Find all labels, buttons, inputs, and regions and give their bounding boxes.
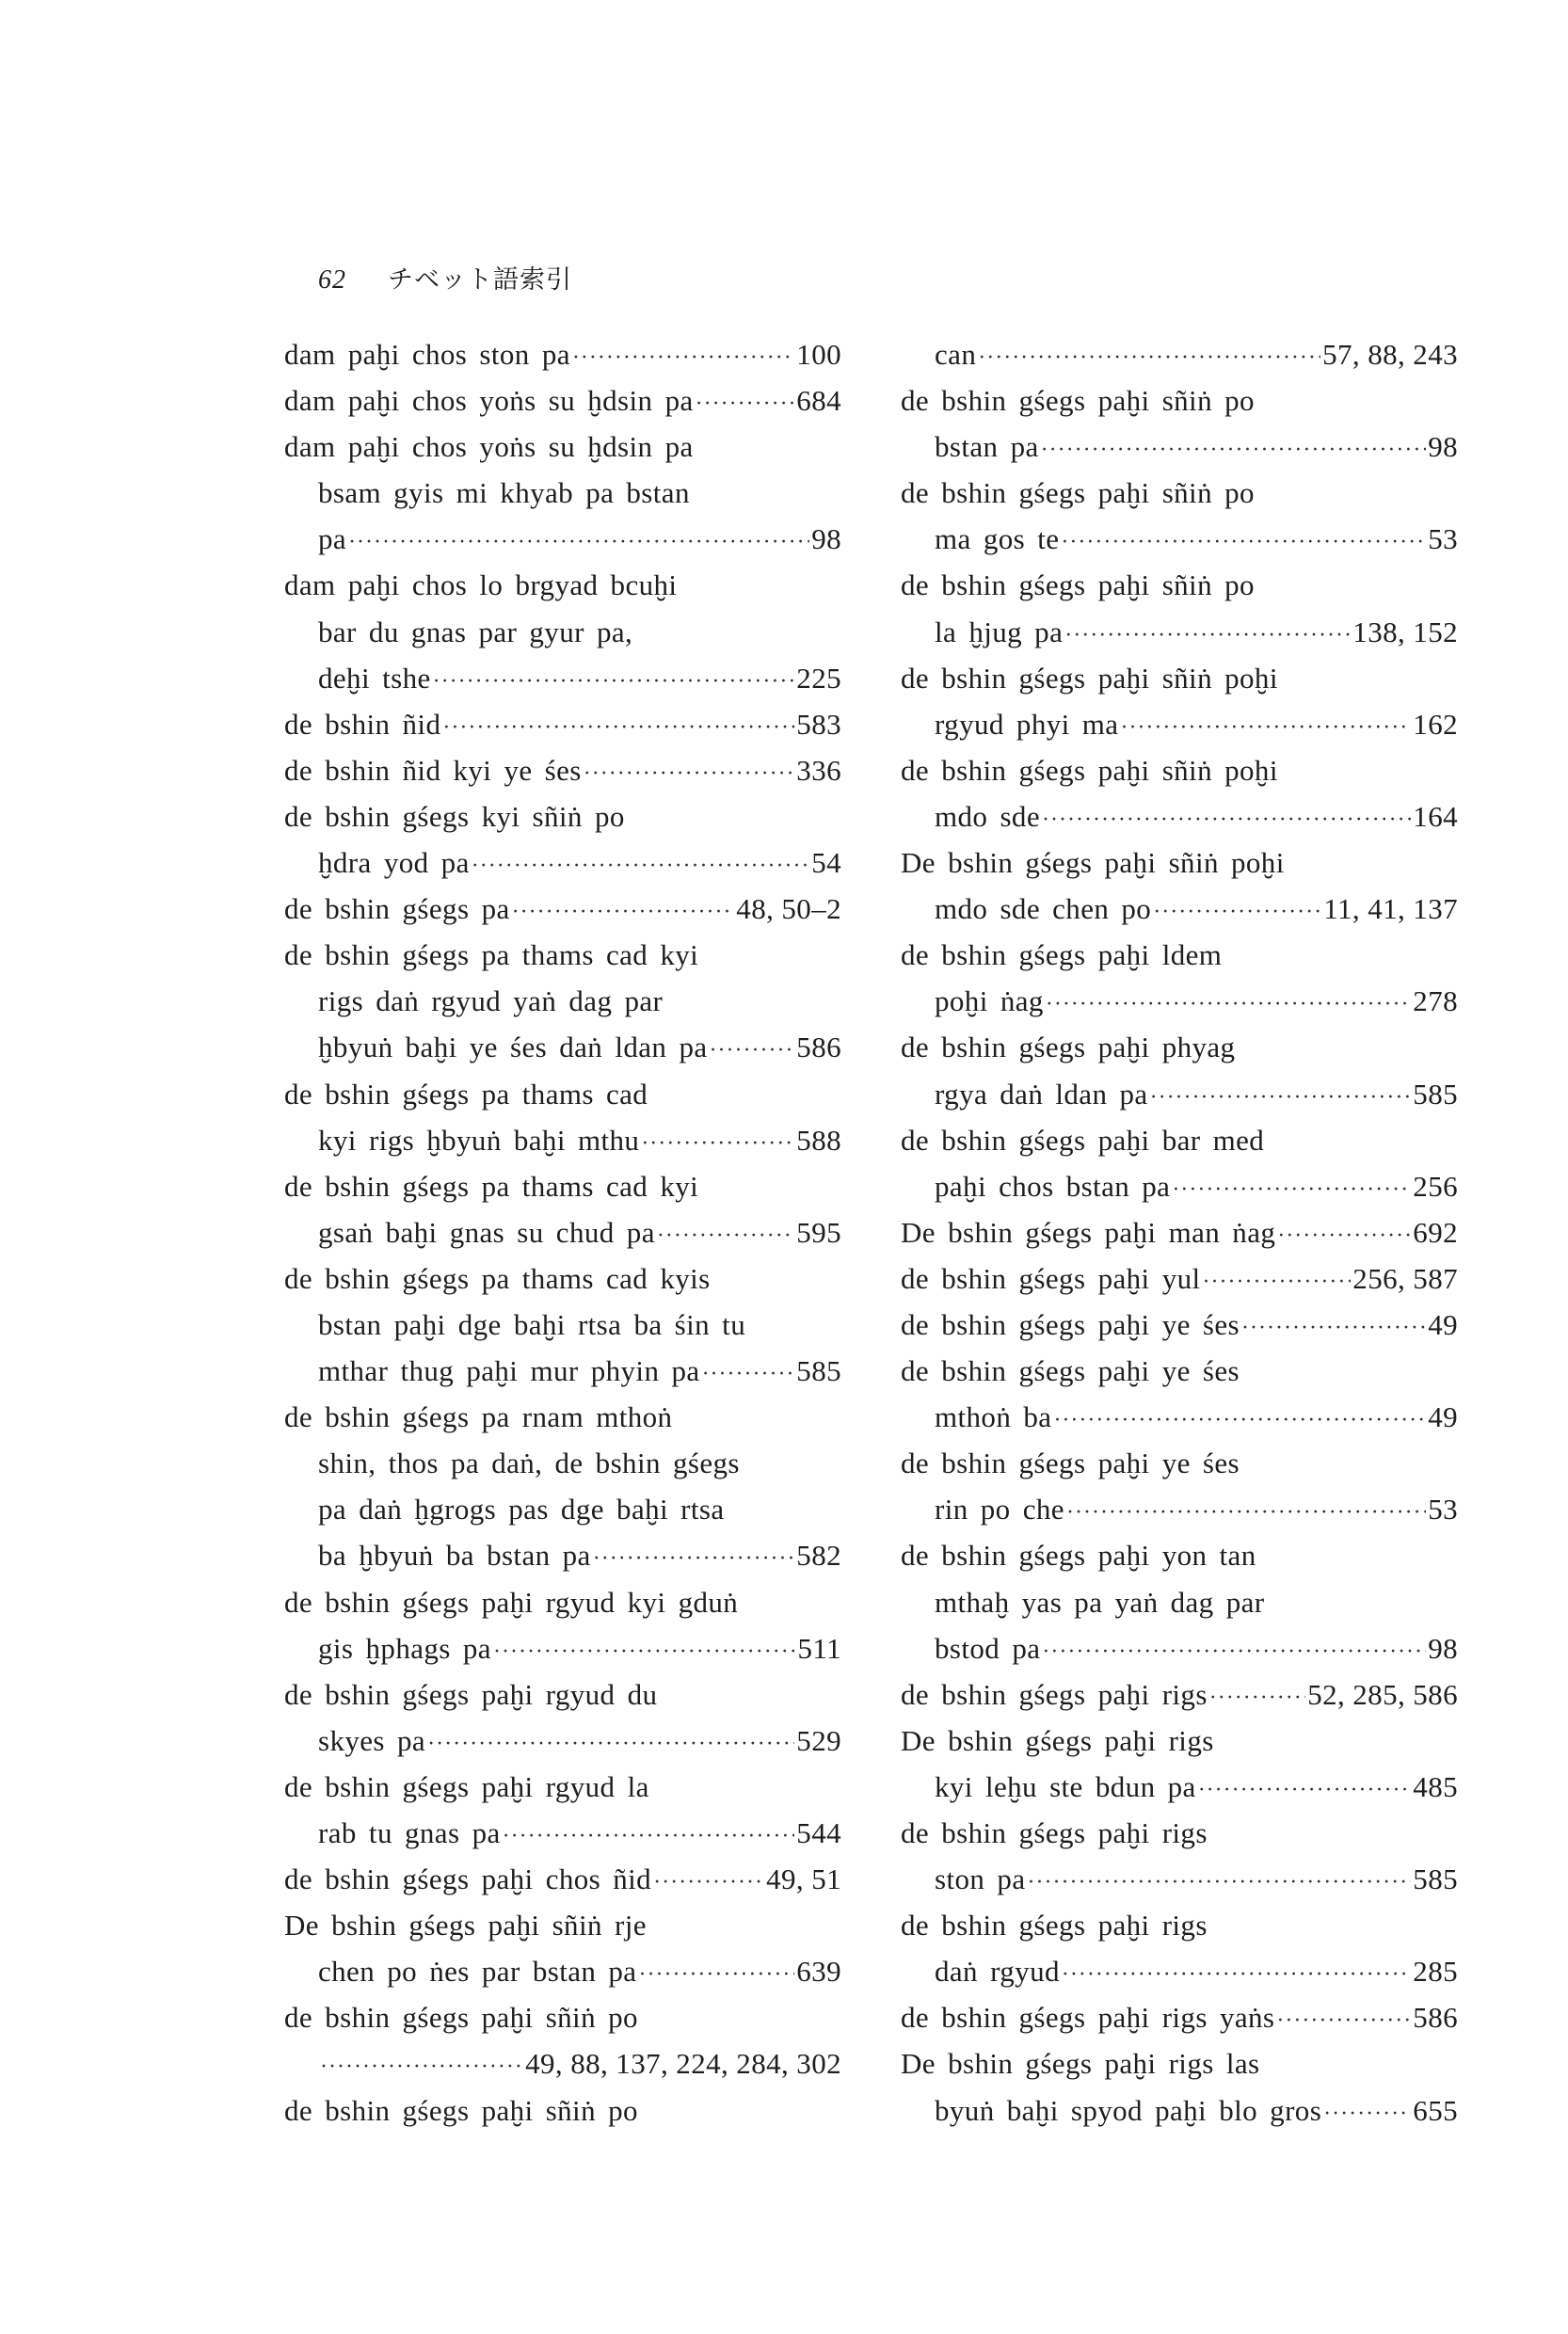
index-entry-line: [901, 1255, 1458, 1302]
page-reference: 138, 152: [1352, 615, 1458, 648]
index-entry-text: de bshin gśegs paḫi ye śes: [901, 1447, 1240, 1480]
index-entry-text: De bshin gśegs paḫi sñiṅ rje: [284, 1909, 647, 1942]
index-entry-line: [901, 470, 1458, 516]
index-entry-text: rgya daṅ ldan pa: [935, 1077, 1148, 1111]
index-entry-text: de bshin gśegs paḫi rigs yaṅs: [901, 2001, 1275, 2035]
index-entry-text: de bshin gśegs kyi sñiṅ po: [284, 799, 625, 833]
dot-leader: [1241, 1305, 1426, 1351]
dot-leader: [1198, 1767, 1412, 1814]
page-reference: 53: [1428, 1493, 1458, 1527]
index-entry-line: [901, 1394, 1458, 1440]
index-entry-line: [901, 1486, 1458, 1532]
index-entry-text: de bshin gśegs paḫi ye śes: [901, 1354, 1240, 1388]
page-reference: 54: [811, 846, 841, 880]
page-reference: 256: [1413, 1169, 1458, 1203]
index-entry-text: kyi leḫu ste bdun pa: [935, 1769, 1196, 1803]
index-entry-text: gis ḫphags pa: [318, 1631, 491, 1665]
index-entry-text: mthar thug paḫi mur phyin pa: [318, 1354, 700, 1388]
page-reference: 98: [811, 522, 841, 556]
dot-leader: [1042, 1629, 1426, 1675]
index-entry-text: de bshin gśegs pa rnam mthoṅ: [284, 1400, 673, 1434]
index-entry-line: [901, 1671, 1458, 1718]
dot-leader: [348, 520, 809, 566]
index-column-right: [901, 331, 1458, 2134]
dot-leader: [1041, 427, 1427, 473]
index-entry-text: De bshin gśegs paḫi rigs: [901, 1723, 1214, 1757]
page-reference: 582: [796, 1539, 841, 1573]
index-entry-line: [284, 1302, 841, 1348]
index-entry-line: [284, 1071, 841, 1117]
index-entry-text: de bshin gśegs paḫi sñiṅ po: [284, 2001, 638, 2035]
page-reference: 639: [796, 1955, 841, 1989]
index-entry-line: [901, 932, 1458, 978]
index-entry-line: [284, 516, 841, 562]
dot-leader: [584, 751, 795, 797]
page-reference: 595: [796, 1215, 841, 1249]
dot-leader: [1277, 1213, 1411, 1259]
index-entry-line: [284, 1994, 841, 2040]
index-entry-line: [284, 1902, 841, 1948]
index-entry-text: skyes pa: [318, 1723, 426, 1757]
index-entry-text: pa daṅ ḫgrogs pas dge baḫi rtsa: [318, 1493, 725, 1527]
index-entry-text: de bshin gśegs paḫi sñiṅ poḫi: [901, 661, 1278, 695]
index-entry-line: [284, 1856, 841, 1902]
index-entry-line: [284, 609, 841, 655]
index-entry-text: daṅ rgyud: [935, 1955, 1060, 1989]
page-reference: 48, 50–2: [736, 892, 841, 926]
index-entry-text: de bshin gśegs paḫi rigs: [901, 1816, 1208, 1849]
index-entry-line: [284, 1255, 841, 1302]
index-entry-line: [284, 839, 841, 886]
index-entry-line: [284, 562, 841, 608]
page-reference: 588: [796, 1123, 841, 1157]
index-entry-line: [284, 424, 841, 470]
page-reference: 529: [796, 1723, 841, 1757]
index-entry-line: [901, 655, 1458, 701]
page-reference: 52, 285, 586: [1307, 1677, 1458, 1711]
index-entry-text: de bshin gśegs paḫi ye śes: [901, 1307, 1240, 1341]
index-entry-line: [284, 1209, 841, 1255]
index-entry-text: kyi rigs ḫbyuṅ baḫi mthu: [318, 1123, 640, 1157]
index-entry-line: [284, 1440, 841, 1486]
index-entry-line: [284, 1532, 841, 1578]
index-entry-text: mthoṅ ba: [935, 1400, 1052, 1434]
dot-leader: [1276, 1998, 1411, 2044]
index-entry-line: [284, 1024, 841, 1070]
index-entry-text: de bshin gśegs pa thams cad kyi: [284, 938, 699, 972]
index-entry-text: mdo sde chen po: [935, 892, 1152, 926]
index-entry-line: [284, 886, 841, 932]
page-reference: 57, 88, 243: [1322, 338, 1458, 371]
index-entry-line: [901, 1810, 1458, 1856]
index-entry-text: poḫi ṅag: [935, 984, 1044, 1018]
index-entry-text: byuṅ baḫi spyod paḫi blo gros: [935, 2093, 1322, 2127]
page-reference: 278: [1413, 984, 1458, 1018]
index-column-left: [284, 331, 841, 2134]
dot-leader: [1061, 520, 1426, 566]
index-entry-line: [901, 1764, 1458, 1810]
index-entry-line: [901, 377, 1458, 424]
index-entry-text: de bshin gśegs paḫi sñiṅ poḫi: [901, 753, 1278, 787]
index-entry-line: [901, 1532, 1458, 1578]
index-entry-text: De bshin gśegs paḫi rigs las: [901, 2047, 1260, 2081]
index-entry-line: [901, 516, 1458, 562]
dot-leader: [572, 335, 794, 381]
page-reference: 655: [1413, 2093, 1458, 2127]
dot-leader: [978, 335, 1320, 381]
dot-leader: [1150, 1075, 1412, 1121]
index-entry-text: shin, thos pa daṅ, de bshin gśegs: [318, 1447, 740, 1480]
index-entry-line: [901, 1948, 1458, 1994]
dot-leader: [493, 1629, 795, 1675]
index-entry-line: [284, 1810, 841, 1856]
index-entry-line: [901, 1718, 1458, 1764]
index-entry-line: [284, 1579, 841, 1625]
index-entry-line: [284, 701, 841, 747]
index-entry-text: de bshin gśegs pa thams cad: [284, 1077, 648, 1111]
index-entry-line: [284, 1671, 841, 1718]
index-entry-line: [284, 377, 841, 424]
index-entry-text: deḫi tshe: [318, 661, 431, 695]
index-entry-line: [901, 1994, 1458, 2040]
index-entry-line: [901, 424, 1458, 470]
index-entry-text: rgyud phyi ma: [935, 707, 1119, 741]
index-entry-text: la ḫjug pa: [935, 615, 1064, 648]
index-entry-line: [284, 747, 841, 793]
page-reference: 285: [1413, 1955, 1458, 1989]
index-entry-text: de bshin gśegs pa: [284, 892, 510, 926]
index-entry-text: rigs daṅ rgyud yaṅ dag par: [318, 984, 664, 1018]
index-entry-text: dam paḫi chos yoṅs su ḫdsin pa: [284, 430, 694, 464]
dot-leader: [1064, 613, 1351, 659]
dot-leader: [1209, 1675, 1305, 1721]
dot-leader: [1172, 1167, 1411, 1213]
index-entry-text: de bshin gśegs paḫi chos ñid: [284, 1862, 652, 1896]
index-entry-line: [284, 1718, 841, 1764]
index-entry-text: de bshin gśegs paḫi rgyud la: [284, 1769, 649, 1803]
index-entry-line: [901, 1856, 1458, 1902]
dot-leader: [1042, 797, 1411, 843]
index-entry-text: can: [935, 338, 977, 371]
index-entry-text: de bshin ñid kyi ye śes: [284, 753, 582, 787]
index-entry-line: [284, 793, 841, 839]
page-reference: 336: [796, 753, 841, 787]
dot-leader: [638, 1952, 794, 1998]
index-entry-text: dam paḫi chos ston pa: [284, 338, 570, 371]
page-reference: 586: [796, 1031, 841, 1064]
index-entry-line: [901, 1440, 1458, 1486]
dot-leader: [472, 843, 809, 889]
dot-leader: [1323, 2091, 1411, 2137]
dot-leader: [433, 659, 795, 705]
index-entry-line: [284, 1486, 841, 1532]
index-entry-line: [284, 1117, 841, 1163]
index-entry-text: chen po ṅes par bstan pa: [318, 1955, 637, 1989]
index-entry-text: de bshin gśegs paḫi rgyud kyi gduṅ: [284, 1585, 739, 1619]
dot-leader: [1203, 1259, 1352, 1305]
page-reference: 583: [796, 707, 841, 741]
index-entry-line: [901, 1902, 1458, 1948]
page-reference: 256, 587: [1352, 1261, 1458, 1295]
page-reference: 49, 88, 137, 224, 284, 302: [525, 2047, 841, 2081]
page-reference: 585: [1413, 1077, 1458, 1111]
page-reference: 585: [796, 1354, 841, 1388]
index-entry-text: de bshin gśegs pa thams cad kyi: [284, 1169, 699, 1203]
index-entry-text: de bshin gśegs paḫi yon tan: [901, 1539, 1256, 1573]
dot-leader: [512, 889, 735, 935]
index-entry-text: rab tu gnas pa: [318, 1816, 501, 1849]
page-reference: 544: [796, 1816, 841, 1849]
index-entry-line: [901, 978, 1458, 1024]
index-entry-line: [901, 1117, 1458, 1163]
index-entry-text: mthaḫ yas pa yaṅ dag par: [935, 1585, 1265, 1619]
index-entry-text: de bshin gśegs paḫi sñiṅ po: [901, 568, 1255, 602]
page-running-title: チベット語索引: [388, 265, 572, 295]
page-reference: 98: [1428, 1631, 1458, 1665]
dot-leader: [593, 1536, 795, 1582]
index-entry-text: De bshin gśegs paḫi sñiṅ poḫi: [901, 846, 1285, 880]
dot-leader: [320, 2044, 523, 2090]
page-reference: 684: [796, 384, 841, 418]
page-reference: 586: [1413, 2001, 1458, 2035]
index-entry-line: [284, 1348, 841, 1394]
index-entry-text: ma gos te: [935, 522, 1060, 556]
index-entry-line: [284, 1394, 841, 1440]
index-entry-text: ston pa: [935, 1862, 1026, 1896]
index-entry-line: [284, 655, 841, 701]
index-entry-text: ḫbyuṅ baḫi ye śes daṅ ldan pa: [318, 1031, 708, 1064]
page-reference: 164: [1413, 799, 1458, 833]
page-reference: 11, 41, 137: [1323, 892, 1458, 926]
index-entry-text: paḫi chos bstan pa: [935, 1169, 1171, 1203]
index-entry-text: de bshin gśegs paḫi rigs: [901, 1677, 1208, 1711]
dot-leader: [1053, 1398, 1426, 1444]
index-entry-text: bstan paḫi dge baḫi rtsa ba śin tu: [318, 1307, 746, 1341]
index-entry-text: bstod pa: [935, 1631, 1041, 1665]
index-entry-line: [901, 1163, 1458, 1209]
index-entry-line: [901, 1579, 1458, 1625]
dot-leader: [503, 1814, 795, 1860]
index-entry-line: [901, 331, 1458, 377]
dot-leader: [696, 381, 795, 427]
index-entry-text: de bshin gśegs paḫi rgyud du: [284, 1677, 658, 1711]
index-entry-line: [284, 978, 841, 1024]
dot-leader: [1062, 1952, 1411, 1998]
index-entry-text: de bshin gśegs paḫi sñiṅ po: [284, 2093, 638, 2127]
index-entry-line: [901, 1302, 1458, 1348]
index-entry-text: ba ḫbyuṅ ba bstan pa: [318, 1539, 591, 1573]
index-entry-line: [284, 1764, 841, 1810]
dot-leader: [641, 1121, 794, 1167]
index-entry-line: [284, 1625, 841, 1671]
index-entry-text: de bshin gśegs pa thams cad kyis: [284, 1261, 711, 1295]
index-entry-line: [901, 2040, 1458, 2086]
dot-leader: [1028, 1860, 1412, 1906]
dot-leader: [1046, 982, 1411, 1028]
index-entry-line: [284, 331, 841, 377]
dot-leader: [657, 1213, 794, 1259]
dot-leader: [1153, 889, 1321, 935]
page-reference: 692: [1413, 1215, 1458, 1249]
index-entry-line: [284, 1163, 841, 1209]
index-entry-line: [901, 1024, 1458, 1070]
index-entry-text: bar du gnas par gyur pa,: [318, 615, 633, 648]
page-reference: 53: [1428, 522, 1458, 556]
index-entry-line: [284, 2087, 841, 2134]
dot-leader: [442, 705, 794, 751]
page-reference: 162: [1413, 707, 1458, 741]
index-entry-line: [901, 886, 1458, 932]
index-entry-text: ḫdra yod pa: [318, 846, 470, 880]
dot-leader: [653, 1860, 764, 1906]
page-reference: 98: [1428, 430, 1458, 464]
index-entry-text: de bshin gśegs paḫi bar med: [901, 1123, 1265, 1157]
index-entry-line: [901, 793, 1458, 839]
dot-leader: [1066, 1490, 1426, 1536]
page-reference: 100: [796, 338, 841, 371]
dot-leader: [710, 1028, 795, 1074]
index-entry-line: [284, 932, 841, 978]
index-entry-line: [901, 839, 1458, 886]
index-entry-text: pa: [318, 522, 347, 556]
index-entry-text: bsam gyis mi khyab pa bstan: [318, 476, 690, 510]
index-entry-text: mdo sde: [935, 799, 1040, 833]
index-entry-text: de bshin gśegs paḫi ldem: [901, 938, 1223, 972]
index-entry-line: [901, 1209, 1458, 1255]
index-entry-text: bstan pa: [935, 430, 1039, 464]
index-entry-text: dam paḫi chos lo brgyad bcuḫi: [284, 568, 678, 602]
index-entry-text: gsaṅ baḫi gnas su chud pa: [318, 1215, 655, 1249]
index-entry-text: De bshin gśegs paḫi man ṅag: [901, 1215, 1276, 1249]
page-reference: 49: [1428, 1400, 1458, 1434]
index-entry-line: [901, 609, 1458, 655]
index-entry-line: [901, 701, 1458, 747]
index-entry-line: [901, 1348, 1458, 1394]
index-entry-text: rin po che: [935, 1493, 1064, 1527]
index-entry-line: [901, 562, 1458, 608]
index-entry-text: de bshin ñid: [284, 707, 441, 741]
index-entry-line: [284, 1948, 841, 1994]
dot-leader: [1120, 705, 1411, 751]
index-entry-line: [901, 2087, 1458, 2134]
page-reference: 485: [1413, 1769, 1458, 1803]
page-reference: 49: [1428, 1307, 1458, 1341]
index-entry-line: [901, 747, 1458, 793]
page-number: 62: [318, 265, 346, 295]
index-entry-text: de bshin gśegs paḫi sñiṅ po: [901, 384, 1255, 418]
page-header: [318, 259, 572, 296]
dot-leader: [702, 1351, 795, 1398]
index-entry-line: [901, 1071, 1458, 1117]
index-entry-line: [901, 1625, 1458, 1671]
dot-leader: [427, 1721, 794, 1767]
page-reference: 585: [1413, 1862, 1458, 1896]
index-entry-text: de bshin gśegs paḫi sñiṅ po: [901, 476, 1255, 510]
page-reference: 225: [796, 661, 841, 695]
index-entry-text: de bshin gśegs paḫi yul: [901, 1261, 1201, 1295]
index-entry-text: de bshin gśegs paḫi phyag: [901, 1031, 1236, 1064]
index-entry-line: [284, 470, 841, 516]
index-entry-line: [284, 2040, 841, 2086]
index-entry-text: de bshin gśegs paḫi rigs: [901, 1909, 1208, 1942]
page-reference: 49, 51: [766, 1862, 841, 1896]
index-entry-text: dam paḫi chos yoṅs su ḫdsin pa: [284, 384, 694, 418]
page-reference: 511: [797, 1631, 841, 1665]
